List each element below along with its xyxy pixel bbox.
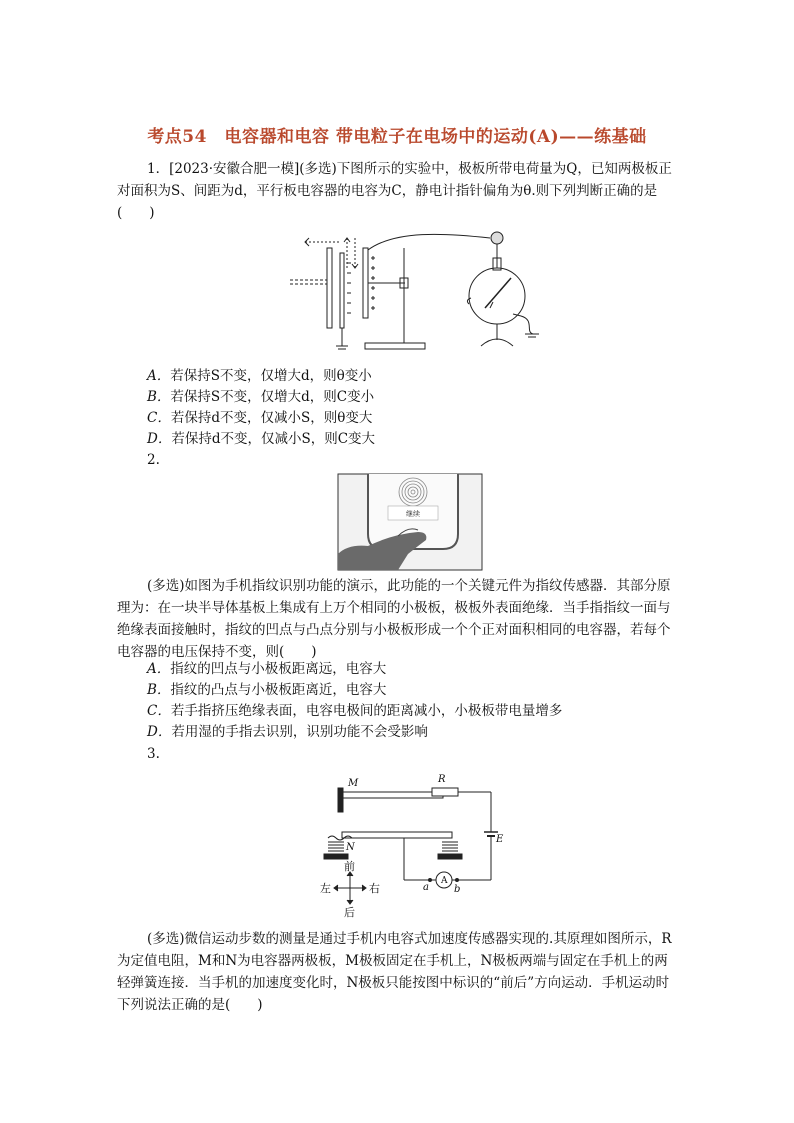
question-1-option-d[interactable] — [147, 429, 375, 449]
question-2-option-d[interactable] — [147, 722, 428, 742]
question-2-option-a[interactable] — [147, 659, 386, 679]
label-a: a — [423, 882, 429, 893]
page-title: 考点54 电容器和电容 带电粒子在电场中的运动(A)——练基础 — [147, 127, 647, 147]
option-letter: D． — [147, 431, 172, 447]
question-1-option-b[interactable] — [147, 387, 374, 407]
option-text: 指纹的凸点与小极板距离近，电容大 — [170, 682, 387, 698]
question-3-number: 3. — [147, 746, 160, 762]
question-3-stem: (多选)微信运动步数的测量是通过手机内电容式加速度传感器实现的.其原理如图所示，R为定值电阻，M和N为电容器两极板，M极板固定在手机上，N极板两端与固定在手机上的两轻弹簧连接．当手机的加速度变化时，N极板只能按图中标识的“前后”方向运动．手机运动时下列说法正确的是( ) — [117, 931, 672, 1013]
label-r: R — [438, 774, 446, 785]
label-front: 前 — [344, 860, 355, 873]
option-text: 若用湿的手指去识别，识别功能不会受影响 — [171, 724, 428, 740]
label-m: M — [348, 778, 359, 789]
label-left: 左 — [320, 882, 331, 895]
fingerprint-phone-figure — [338, 474, 482, 570]
option-letter: C． — [147, 703, 171, 719]
option-letter: A． — [147, 368, 171, 384]
label-e: E — [496, 834, 504, 845]
electrometer-experiment-figure — [285, 228, 545, 358]
label-b: b — [454, 884, 461, 895]
option-letter: C． — [147, 410, 171, 426]
question-2-stem: (多选)如图为手机指纹识别功能的演示，此功能的一个关键元件为指纹传感器．其部分原理为：在一块半导体基板上集成有上万个相同的小极板，极板外表面绝缘．当手指指纹一面与绝缘表面接触时，指纹的凹点与凸点分别与小极板形成一个个正对面积相同的电容器，若每个电容器的电压保持不变，则( ) — [117, 578, 671, 660]
continue-button-label: 继续 — [406, 510, 420, 518]
ammeter-label: A — [441, 876, 448, 886]
question-2-number: 2. — [147, 452, 160, 468]
option-text: 若保持S不变，仅增大d，则C变小 — [170, 389, 375, 405]
question-1-stem: 1．[2023·安徽合肥一模](多选)下图所示的实验中，极板所带电荷量为Q，已知两极板正对面积为S、间距为d，平行板电容器的电容为C，静电计指针偏角为θ.则下列判断正确的是( ) — [117, 161, 672, 221]
question-2-option-c[interactable] — [147, 701, 562, 721]
label-right: 右 — [369, 882, 380, 895]
option-letter: B． — [147, 682, 171, 698]
option-text: 若保持d不变，仅减小S，则C变大 — [171, 431, 376, 447]
option-letter: D． — [147, 724, 172, 740]
accelerometer-circuit-figure — [314, 768, 504, 920]
question-1-option-a[interactable] — [147, 366, 372, 386]
option-text: 指纹的凹点与小极板距离远，电容大 — [170, 661, 387, 677]
option-text: 若手指挤压绝缘表面，电容电极间的距离减小，小极板带电量增多 — [170, 703, 563, 719]
option-text: 若保持S不变，仅增大d，则θ变小 — [170, 368, 372, 384]
label-back: 后 — [344, 906, 355, 919]
option-text: 若保持d不变，仅减小S，则θ变大 — [170, 410, 373, 426]
label-n: N — [346, 842, 355, 853]
option-letter: A． — [147, 661, 171, 677]
option-letter: B． — [147, 389, 171, 405]
question-1-option-c[interactable] — [147, 408, 372, 428]
question-2-option-b[interactable] — [147, 680, 386, 700]
